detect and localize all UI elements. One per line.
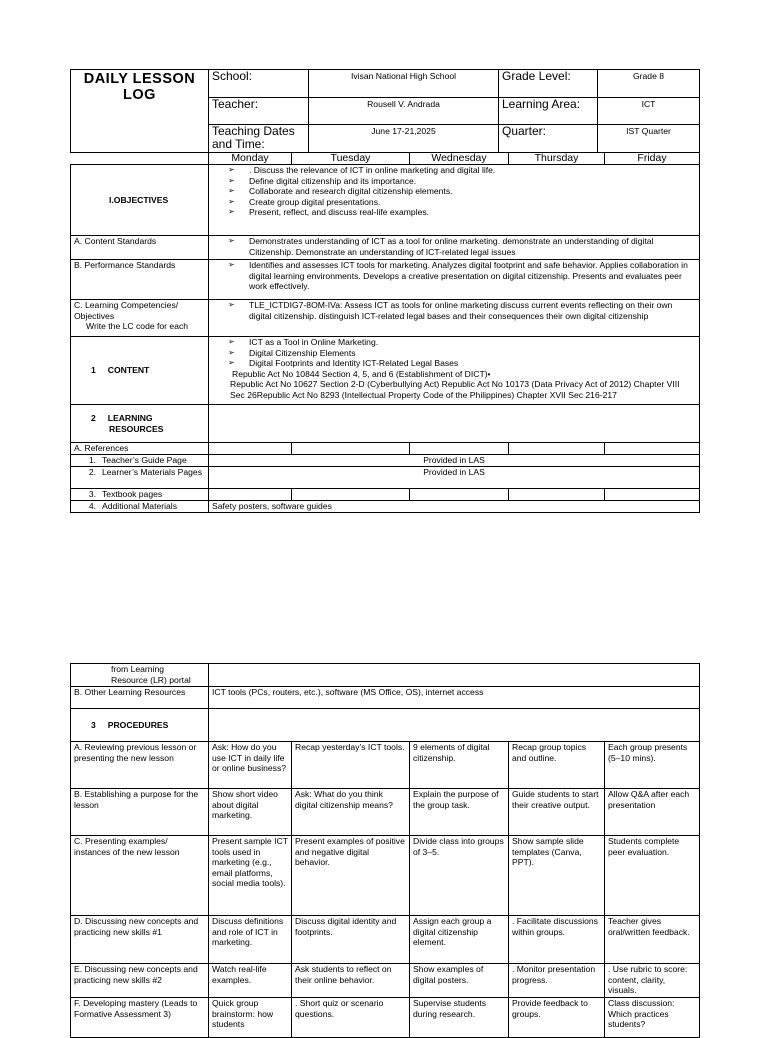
procedure-cell-wednesday: 9 elements of digital citizenship. xyxy=(410,742,509,789)
procedure-cell-tuesday: Discuss digital identity and footprints. xyxy=(292,916,410,964)
procedure-cell-tuesday: Present examples of positive and negative digital behavior. xyxy=(292,836,410,916)
performance-standards-label: B. Performance Standards xyxy=(71,260,209,300)
references-cell xyxy=(292,443,410,455)
procedure-cell-tuesday: Recap yesterday’s ICT tools. xyxy=(292,742,410,789)
content-item: ➢ ICT as a Tool in Online Marketing. xyxy=(212,337,696,348)
procedure-cell-monday: Quick group brainstorm: how students xyxy=(209,998,292,1038)
lr-portal-line: from Learning xyxy=(111,664,165,674)
lr-portal-line: Resource (LR) portal xyxy=(111,674,191,685)
main-table-page-1 xyxy=(70,152,700,513)
reference-number: 4. xyxy=(88,501,96,511)
procedure-cell-thursday: Show sample slide templates (Canva, PPT). xyxy=(509,836,605,916)
procedure-cell-wednesday: Supervise students during research. xyxy=(410,998,509,1038)
procedure-cell-thursday: Provide feedback to groups. xyxy=(509,998,605,1038)
procedure-cell-wednesday: Divide class into groups of 3–5. xyxy=(410,836,509,916)
procedure-cell-thursday: Guide students to start their creative output. xyxy=(509,789,605,836)
school-value: Ivisan National High School xyxy=(309,70,499,98)
reference-row-value: Provided in LAS xyxy=(209,455,700,467)
reference-label: Teacher’s Guide Page xyxy=(102,455,187,465)
procedure-cell-wednesday: Assign each group a digital citizenship element. xyxy=(410,916,509,964)
procedures-heading xyxy=(71,709,209,742)
procedure-label: E. Discussing new concepts and practicing new skills #2 xyxy=(71,964,209,998)
textbook-cell xyxy=(209,489,292,501)
quarter-label: Quarter: xyxy=(499,125,598,153)
references-cell xyxy=(605,443,700,455)
competencies-label-line: C. Learning Competencies/ xyxy=(74,300,179,310)
lr-portal-label xyxy=(71,664,209,687)
school-label: School: xyxy=(209,70,309,98)
procedure-cell-wednesday: Explain the purpose of the group task. xyxy=(410,789,509,836)
procedure-cell-friday: Class discussion: Which practices students? xyxy=(605,998,700,1038)
lr-portal-value xyxy=(209,664,700,687)
content-legal-line-2: Republic Act No 10627 Section 2-D (Cyberbullying Act) Republic Act No 10173 (Data Privacy Act of 2012) Chapter VIII Sec 26Republic Act No 8293 (Intellectual Property Code of the Philippines) Chapter XVII Sec 216-217 xyxy=(230,379,680,400)
procedure-cell-tuesday: Ask: What do you think digital citizenship means? xyxy=(292,789,410,836)
content-standards-item: ➢ Demonstrates understanding of ICT as a tool for online marketing. demonstrate an understanding of digital Citizenship. Demonstrate an understanding of ICT-related legal issues xyxy=(212,236,696,257)
objective-item: ➢ Collaborate and research digital citizenship elements. xyxy=(212,186,696,197)
procedure-cell-friday: . Use rubric to score: content, clarity, visuals. xyxy=(605,964,700,998)
procedures-label: PROCEDURES xyxy=(107,719,169,730)
performance-standards-text xyxy=(209,260,700,300)
learning-resources-number: 2 xyxy=(91,412,96,423)
procedure-label: F. Developing mastery (Leads to Formative Assessment 3) xyxy=(71,998,209,1038)
procedure-cell-tuesday: . Short quiz or scenario questions. xyxy=(292,998,410,1038)
quarter-value: IST Quarter xyxy=(598,125,700,153)
content-item: ➢ Digital Citizenship Elements xyxy=(212,348,696,359)
learning-resources-label: LEARNING xyxy=(107,412,153,423)
dates-label: Teaching Dates and Time: xyxy=(209,125,309,153)
references-cell xyxy=(410,443,509,455)
competencies-item: ➢ TLE_ICTDIG7-8OM-IVa: Assess ICT as tools for online marketing discuss current events reflecting on their own digital citizenship. distinguish ICT-related legal bases and their consequences their own digital citizenship xyxy=(212,300,696,321)
content-legal-line-1: Republic Act No 10844 Section 4, 5, and 6 (Establishment of DICT)• xyxy=(232,368,491,379)
procedure-label: C. Presenting examples/ instances of the new lesson xyxy=(71,836,209,916)
teacher-label: Teacher: xyxy=(209,98,309,125)
content-body xyxy=(209,337,700,405)
learning-resources-label: RESOURCES xyxy=(109,423,164,434)
objectives-list xyxy=(209,165,700,236)
references-label: A. References xyxy=(71,443,209,455)
learning-resources-empty xyxy=(209,405,700,443)
procedure-cell-wednesday: Show examples of digital posters. xyxy=(410,964,509,998)
reference-label: Learner’s Materials Pages xyxy=(102,467,202,477)
procedure-label: B. Establishing a purpose for the lesson xyxy=(71,789,209,836)
performance-standards-item: ➢ Identifies and assesses ICT tools for marketing. Analyzes digital footprint and safe behavior. Applies collaboration in digital learning environments. Develops a creative presentation on digital citizenship. Presents and evaluates peer work effectively. xyxy=(212,260,696,292)
procedures-empty xyxy=(209,709,700,742)
procedure-cell-friday: Each group presents (5–10 mins). xyxy=(605,742,700,789)
procedure-cell-monday: Watch real-life examples. xyxy=(209,964,292,998)
day-wednesday: Wednesday xyxy=(410,153,509,165)
day-monday: Monday xyxy=(209,153,292,165)
lesson-log-page-2 xyxy=(70,663,699,1038)
procedure-cell-monday: Ask: How do you use ICT in daily life or online business? xyxy=(209,742,292,789)
other-resources-label: B. Other Learning Resources xyxy=(71,687,209,709)
procedure-cell-monday: Show short video about digital marketing. xyxy=(209,789,292,836)
grade-label: Grade Level: xyxy=(499,70,598,98)
procedures-number: 3 xyxy=(91,719,96,730)
references-cell xyxy=(209,443,292,455)
reference-label: Additional Materials xyxy=(102,501,177,511)
days-corner xyxy=(71,153,209,165)
competencies-text xyxy=(209,300,700,337)
document-title: DAILY LESSON LOG xyxy=(71,70,209,153)
content-label: CONTENT xyxy=(107,365,150,376)
grade-value: Grade 8 xyxy=(598,70,700,98)
procedure-cell-friday: Teacher gives oral/written feedback. xyxy=(605,916,700,964)
textbook-cell xyxy=(410,489,509,501)
content-heading xyxy=(71,337,209,405)
area-label: Learning Area: xyxy=(499,98,598,125)
reference-row-label xyxy=(71,455,209,467)
procedure-cell-monday: Discuss definitions and role of ICT in marketing. xyxy=(209,916,292,964)
procedure-cell-thursday: . Facilitate discussions within groups. xyxy=(509,916,605,964)
objective-item: ➢ Create group digital presentations. xyxy=(212,197,696,208)
day-thursday: Thursday xyxy=(509,153,605,165)
content-item: ➢ Digital Footprints and Identity ICT-Related Legal Bases xyxy=(212,358,696,369)
reference-row-label xyxy=(71,489,209,501)
main-table-page-2 xyxy=(70,663,700,1038)
procedure-cell-friday: Allow Q&A after each presentation xyxy=(605,789,700,836)
textbook-cell xyxy=(292,489,410,501)
content-standards-label: A. Content Standards xyxy=(71,236,209,260)
reference-row-value: Safety posters, software guides xyxy=(209,501,700,513)
objectives-label: I.OBJECTIVES xyxy=(71,165,209,236)
teacher-value: Rousell V. Andrada xyxy=(309,98,499,125)
day-friday: Friday xyxy=(605,153,700,165)
competencies-label-line: Objectives xyxy=(74,310,115,321)
learning-resources-heading xyxy=(71,405,209,443)
textbook-cell xyxy=(605,489,700,501)
content-standards-text xyxy=(209,236,700,260)
header-table xyxy=(70,69,700,153)
dates-value: June 17-21,2025 xyxy=(309,125,499,153)
references-cell xyxy=(509,443,605,455)
procedure-cell-thursday: . Monitor presentation progress. xyxy=(509,964,605,998)
area-value: ICT xyxy=(598,98,700,125)
reference-number: 2. xyxy=(88,467,96,477)
procedure-cell-monday: Present sample ICT tools used in marketing (e.g., email platforms, social media tools). xyxy=(209,836,292,916)
procedure-cell-thursday: Recap group topics and outline. xyxy=(509,742,605,789)
reference-row-value: Provided in LAS xyxy=(209,467,700,489)
procedure-label: D. Discussing new concepts and practicing new skills #1 xyxy=(71,916,209,964)
reference-number: 3. xyxy=(88,489,96,499)
reference-label: Textbook pages xyxy=(102,489,163,499)
objective-item: ➢ Define digital citizenship and its importance. xyxy=(212,176,696,187)
procedure-label: A. Reviewing previous lesson or presenting the new lesson xyxy=(71,742,209,789)
reference-row-label xyxy=(71,501,209,513)
lesson-log-page-1 xyxy=(70,69,699,513)
reference-row-label xyxy=(71,467,209,489)
objective-item: ➢ . Discuss the relevance of ICT in online marketing and digital life. xyxy=(212,165,696,176)
competencies-label-line: Write the LC code for each xyxy=(86,321,189,332)
content-number: 1 xyxy=(91,365,96,376)
textbook-cell xyxy=(509,489,605,501)
procedure-cell-friday: Students complete peer evaluation. xyxy=(605,836,700,916)
procedure-cell-tuesday: Ask students to reflect on their online behavior. xyxy=(292,964,410,998)
day-tuesday: Tuesday xyxy=(292,153,410,165)
objective-item: ➢ Present, reflect, and discuss real-life examples. xyxy=(212,207,696,218)
reference-number: 1. xyxy=(88,455,96,465)
competencies-label xyxy=(71,300,209,337)
other-resources-value: ICT tools (PCs, routers, etc.), software (MS Office, OS), internet access xyxy=(209,687,700,709)
